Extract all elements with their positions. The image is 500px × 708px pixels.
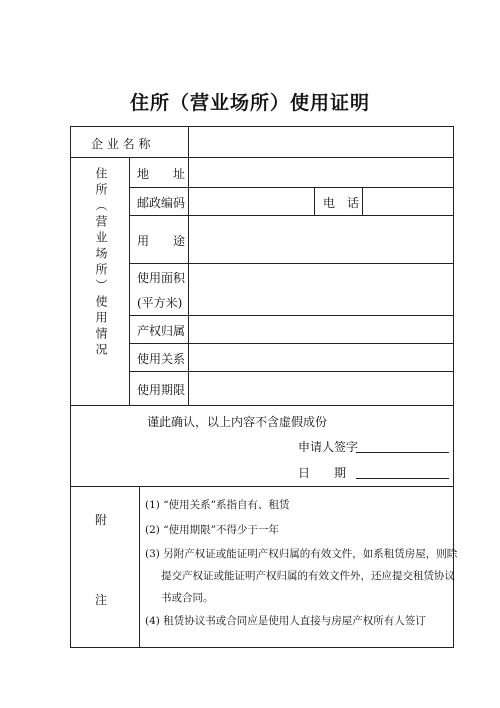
- usage-situation-label: 住所（营业场所）使用情况: [94, 167, 108, 359]
- address-label: 地 址: [137, 167, 186, 181]
- date-label: 日 期: [298, 466, 347, 480]
- note-item-1: (1) “使用关系”系指自有、租赁: [145, 499, 290, 511]
- col-divider: [139, 486, 140, 647]
- relation-field[interactable]: [189, 344, 452, 371]
- declaration-statement: 谨此确认，以上内容不含虚假成份: [147, 415, 328, 429]
- usage-field[interactable]: [189, 216, 452, 263]
- note-item-2: (2) “使用期限”不得少于一年: [145, 524, 279, 536]
- area-field[interactable]: [189, 264, 452, 315]
- ownership-field[interactable]: [189, 316, 452, 343]
- note-item-3: (3) 另附产权证或能证明产权归属的有效文件，如系租赁房屋，则除: [145, 548, 458, 560]
- postal-code-label: 邮政编码: [137, 196, 186, 210]
- form-table: [70, 126, 458, 648]
- row-divider: [71, 486, 453, 487]
- note-item-3-cont: 提交产权证或能证明产权归属的有效文件外，还应提交租赁协议: [161, 570, 455, 582]
- row-divider: [71, 405, 453, 406]
- note-item-3-end: 书或合同。: [161, 592, 214, 604]
- area-label-line1: 使用面积: [137, 271, 186, 285]
- term-label: 使用期限: [137, 383, 186, 397]
- phone-label: 电 话: [323, 196, 360, 210]
- date-field[interactable]: [356, 462, 449, 478]
- company-name-label: 企 业 名 称: [91, 137, 151, 151]
- notes-label-top: 附: [95, 513, 108, 527]
- col-divider: [314, 187, 315, 215]
- address-field[interactable]: [189, 158, 452, 187]
- term-field[interactable]: [189, 372, 452, 405]
- signature-underline: [356, 452, 449, 453]
- signature-field[interactable]: [356, 436, 449, 452]
- relation-label: 使用关系: [137, 352, 186, 366]
- ownership-label: 产权归属: [137, 324, 186, 338]
- postal-code-field[interactable]: [189, 188, 314, 215]
- signature-label: 申请人签字: [298, 440, 359, 454]
- usage-label: 用 途: [137, 234, 186, 248]
- note-item-4: (4) 租赁协议书或合同应是使用人直接与房屋产权所有人签订: [145, 615, 426, 627]
- area-label-line2: (平方米): [137, 296, 183, 310]
- company-name-field[interactable]: [189, 128, 452, 157]
- date-underline: [356, 478, 449, 479]
- document-title: 住所（营业场所）使用证明: [129, 92, 370, 114]
- phone-field[interactable]: [363, 188, 452, 215]
- notes-label-bottom: 注: [95, 593, 108, 607]
- col-divider: [129, 157, 130, 405]
